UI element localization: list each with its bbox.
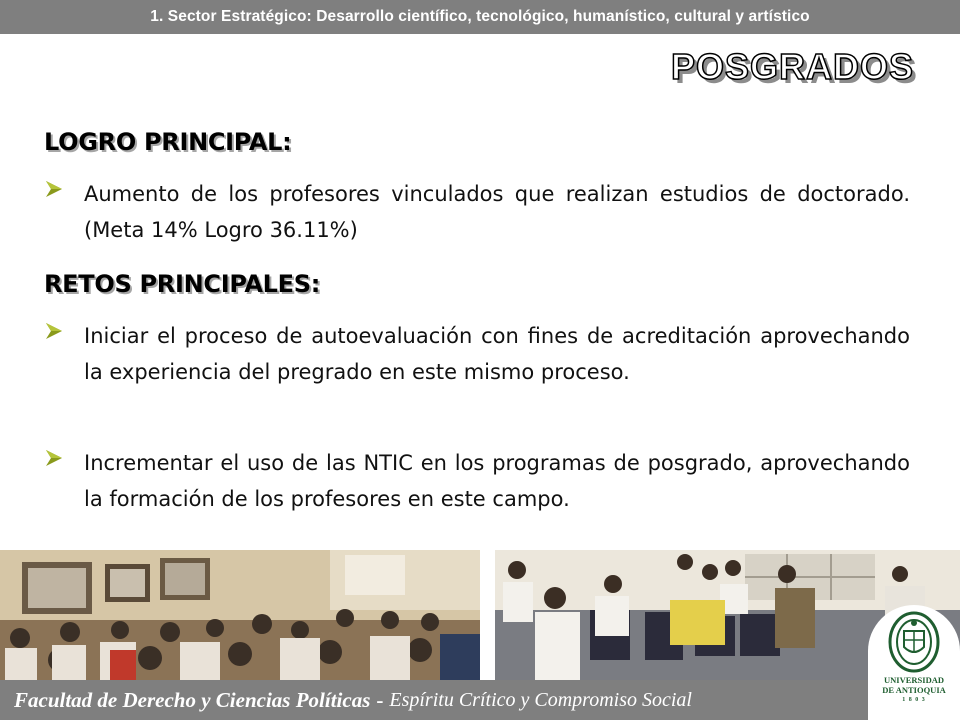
footer-separator: - bbox=[376, 687, 384, 712]
logo-year: 1 8 0 3 bbox=[902, 697, 926, 703]
logo-line-2: DE ANTIOQUIA bbox=[882, 685, 946, 695]
logro-heading: LOGRO PRINCIPAL: bbox=[44, 128, 292, 156]
reto-item-text: Incrementar el uso de las NTIC en los programas de posgrado, aprovechando la formación de los profesores en este campo. bbox=[84, 451, 910, 511]
reto-item-text: Iniciar el proceso de autoevaluación con fines de acreditación aprovechando la experiencia del pregrado en este mismo proceso. bbox=[84, 324, 910, 384]
logo-text bbox=[882, 675, 946, 705]
footer-faculty: Facultad de Derecho y Ciencias Políticas bbox=[14, 687, 371, 712]
logro-item-text: Aumento de los profesores vinculados que realizan estudios de doctorado. (Meta 14% Logro 36.11%) bbox=[84, 182, 910, 242]
sector-text: 1. Sector Estratégico: Desarrollo científico, tecnológico, humanístico, cultural y artístico bbox=[150, 8, 810, 25]
reto-item bbox=[44, 445, 910, 517]
retos-heading: RETOS PRINCIPALES: bbox=[44, 270, 321, 298]
footer-motto: Espíritu Crítico y Compromiso Social bbox=[389, 688, 692, 711]
classroom-photo-left bbox=[0, 550, 480, 680]
page-title: POSGRADOS bbox=[670, 46, 914, 87]
university-logo bbox=[868, 605, 960, 720]
reto-item bbox=[44, 318, 910, 390]
classroom-scene-left bbox=[0, 550, 480, 680]
sector-banner bbox=[0, 0, 960, 34]
arrow-bullet-icon bbox=[44, 179, 64, 199]
footer-bar bbox=[0, 680, 868, 720]
logo-line-1: UNIVERSIDAD bbox=[884, 675, 944, 685]
university-crest-icon bbox=[887, 611, 941, 673]
arrow-bullet-icon bbox=[44, 321, 64, 341]
arrow-bullet-icon bbox=[44, 448, 64, 468]
logro-item bbox=[44, 176, 910, 248]
